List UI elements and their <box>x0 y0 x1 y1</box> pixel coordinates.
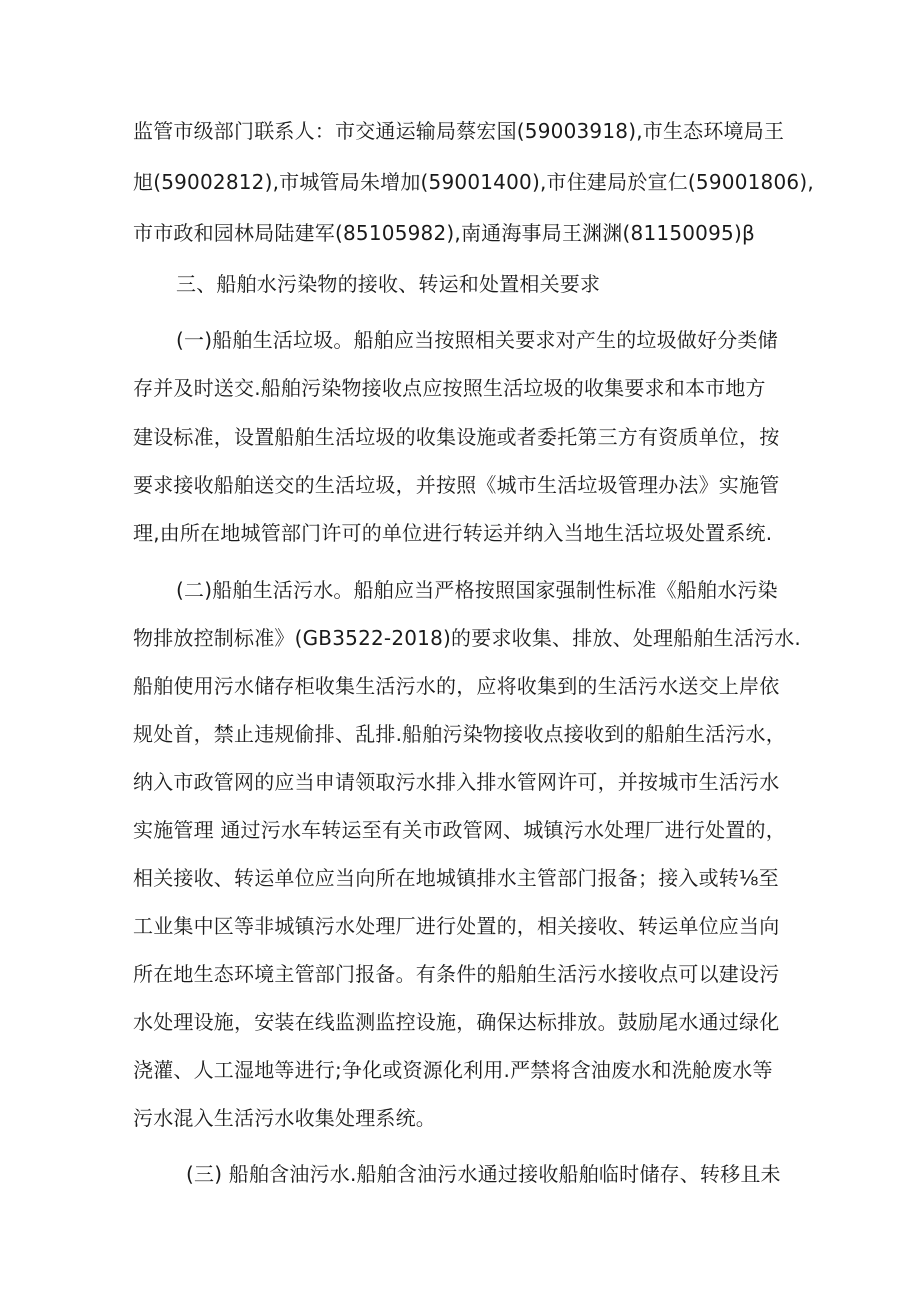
body-text-line: 浇灌、人工湿地等进行;争化或资源化利用.严禁将含油废水和洗舱废水等 <box>133 1058 773 1082</box>
section-heading: 三、船舶水污染物的接收、转运和处置相关要求 <box>176 272 601 296</box>
body-text-line: 工业集中区等非城镇污水处理厂进行处置的，相关接收、转运单位应当向 <box>133 914 780 938</box>
body-text-line: 存并及时送交.船舶污染物接收点应按照生活垃圾的收集要求和本市地方 <box>133 376 766 400</box>
body-text-line: (一)船舶生活垃圾。船舶应当按照相关要求对产生的垃圾做好分类储 <box>176 328 778 352</box>
body-text-line: 物排放控制标准》(GB3522-2018)的要求收集、排放、处理船舶生活污水. <box>133 626 801 650</box>
body-text-line: 污水混入生活污水收集处理系统。 <box>133 1106 436 1130</box>
body-text-line: (二)船舶生活污水。船舶应当严格按照国家强制性标准《船舶水污染 <box>176 578 778 602</box>
body-text-line: 理,由所在地城管部门许可的单位进行转运并纳入当地生活垃圾处置系统. <box>133 521 773 545</box>
body-text-line: 规处首，禁止违规偷排、乱排.船舶污染物接收点接收到的船舶生活污水， <box>133 722 786 746</box>
body-text-line: 监管市级部门联系人：市交通运输局蔡宏国(59003918),市生态环境局王 <box>133 119 785 143</box>
body-text-line: 实施管理 通过污水车转运至有关市政管网、城镇污水处理厂进行处置的， <box>133 818 786 842</box>
body-text-line: 旭(59002812),市城管局朱增加(59001400),市住建局於宣仁(59001806), <box>133 170 814 194</box>
body-text-line: 纳入市政管网的应当申请领取污水排入排水管网许可，并按城市生活污水 <box>133 770 780 794</box>
body-text-line: (三) 船舶含油污水.船舶含油污水通过接收船舶临时储存、转移且未 <box>186 1162 781 1186</box>
body-text-line: 船舶使用污水储存柜收集生活污水的，应将收集到的生活污水送交上岸依 <box>133 674 780 698</box>
body-text-line: 市市政和园林局陆建军(85105982),南通海事局王渊渊(81150095)β <box>133 221 755 245</box>
body-text-line: 相关接收、转运单位应当向所在地城镇排水主管部门报备；接入或转⅛至 <box>133 866 779 890</box>
body-text-line: 所在地生态环境主管部门报备。有条件的船舶生活污水接收点可以建设污 <box>133 962 780 986</box>
body-text-line: 建设标准，设置船舶生活垃圾的收集设施或者委托第三方有资质单位，按 <box>133 425 780 449</box>
body-text-line: 要求接收船舶送交的生活垃圾，并按照《城市生活垃圾管理办法》实施管 <box>133 473 780 497</box>
body-text-line: 水处理设施，安装在线监测监控设施，确保达标排放。鼓励尾水通过绿化 <box>133 1010 780 1034</box>
